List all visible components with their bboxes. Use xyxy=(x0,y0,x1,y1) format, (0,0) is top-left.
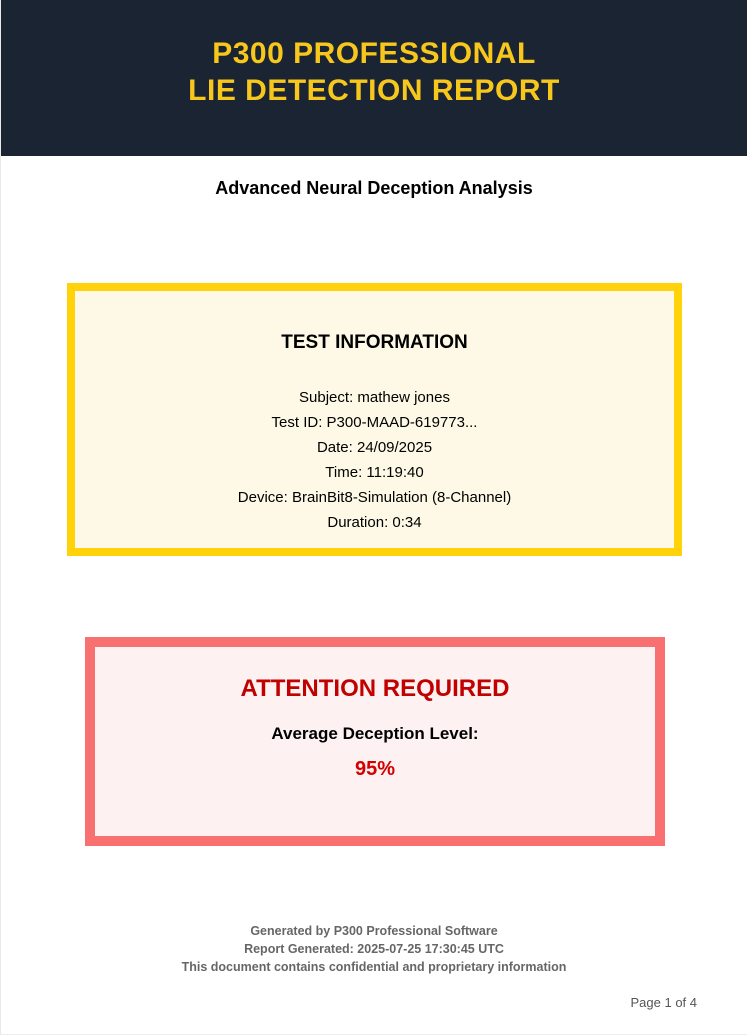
deception-level-label: Average Deception Level: xyxy=(271,724,479,743)
page-indicator: Page 1 of 4 xyxy=(630,995,697,1010)
attention-card xyxy=(85,637,665,846)
test-information-lines xyxy=(75,385,674,535)
info-subject: Subject: mathew jones xyxy=(299,389,450,406)
report-title-line2: LIE DETECTION REPORT xyxy=(188,74,560,107)
info-time: Time: 11:19:40 xyxy=(325,464,424,481)
footer-report-generated: Report Generated: 2025-07-25 17:30:45 UTC xyxy=(244,942,504,956)
footer-generated-by: Generated by P300 Professional Software xyxy=(250,924,498,938)
footer-confidential: This document contains confidential and proprietary information xyxy=(181,960,567,974)
report-header xyxy=(1,0,747,156)
info-device: Device: BrainBit8-Simulation (8-Channel) xyxy=(237,489,512,506)
info-test-id: Test ID: P300-MAAD-619773... xyxy=(271,414,478,431)
info-date: Date: 24/09/2025 xyxy=(316,439,433,456)
report-subtitle: Advanced Neural Deception Analysis xyxy=(215,178,533,198)
attention-title: ATTENTION REQUIRED xyxy=(240,675,510,702)
report-title-line1: P300 PROFESSIONAL xyxy=(212,37,536,70)
test-information-title: TEST INFORMATION xyxy=(281,332,468,353)
report-title xyxy=(1,35,747,109)
report-footer xyxy=(1,922,747,976)
deception-level-value: 95% xyxy=(354,758,396,780)
test-information-card xyxy=(67,283,682,556)
info-duration: Duration: 0:34 xyxy=(327,514,422,531)
